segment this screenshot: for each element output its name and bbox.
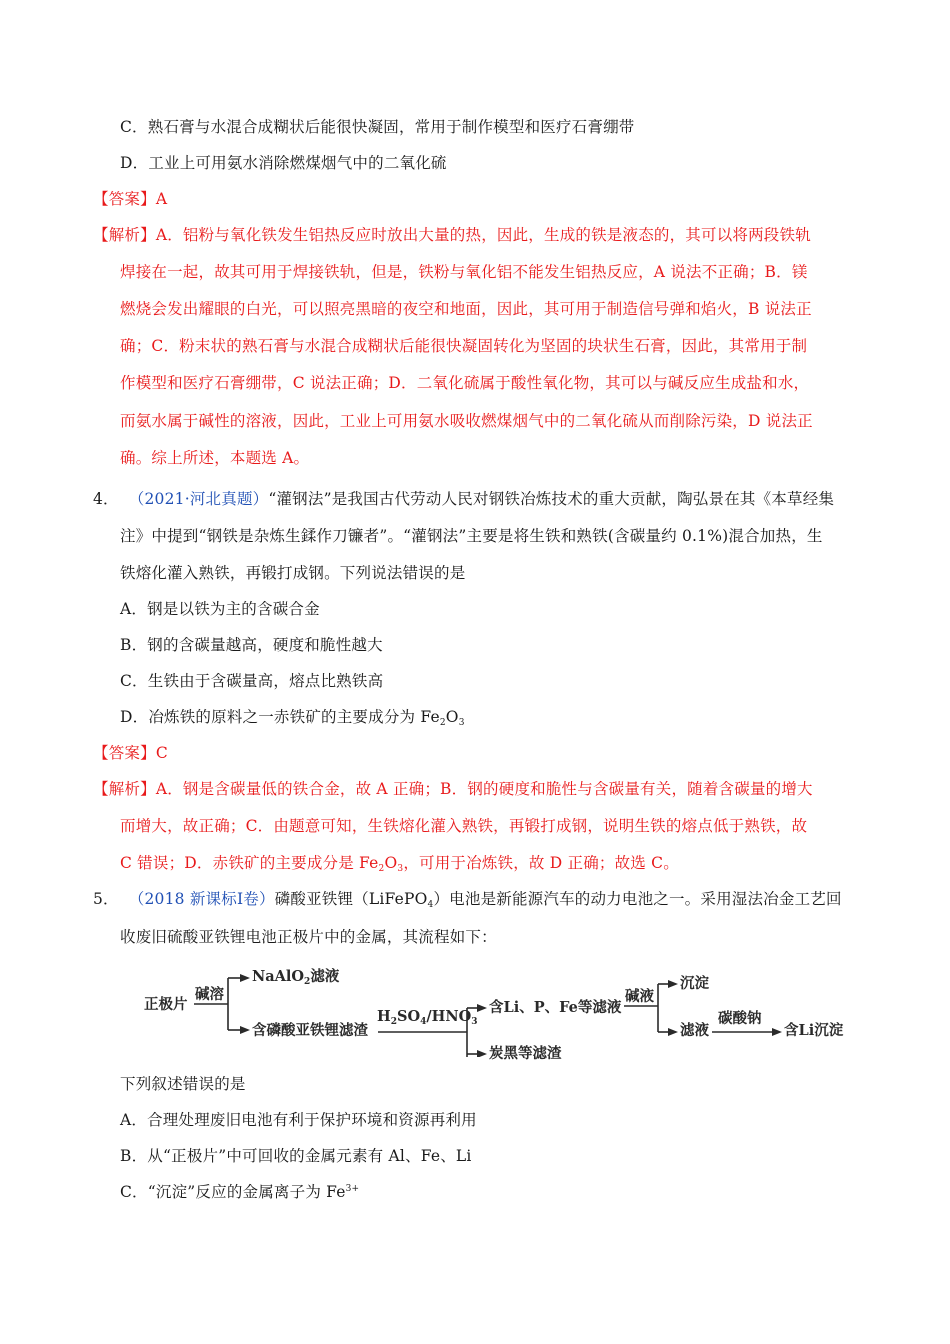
flow-reagent-2	[377, 1008, 478, 1026]
q4-analysis-line-1	[93, 779, 813, 799]
flow-branch2-top: 含Li、P、Fe等滤液	[489, 999, 622, 1016]
q3-analysis-line-6: 而氨水属于碱性的溶液，因此，工业上可用氨水吸收燃煤烟气中的二氧化硫从而削除污染，D 说法正	[120, 412, 813, 430]
q5-option-c	[120, 1182, 359, 1202]
analysis-tag: 【解析】	[93, 226, 156, 244]
q4-analysis-line-2: 而增大，故正确；C．由题意可知，生铁熔化灌入熟铁，再锻打成钢，说明生铁的熔点低于熟铁，故	[120, 817, 808, 835]
flow-reagent-4: 碳酸钠	[718, 1010, 762, 1027]
formula-part: O	[445, 708, 459, 726]
q3-option-d	[120, 153, 447, 173]
q3-analysis-line-5: 作模型和医疗石膏绷带，C 说法正确；D．二氧化硫属于酸性氧化物，其可以与碱反应生成盐和水，	[120, 374, 810, 392]
q5-question: 下列叙述错误的是	[120, 1075, 246, 1093]
subscript: 3	[471, 1017, 478, 1027]
question-number: 5．	[93, 890, 119, 908]
subscript: 4	[427, 900, 434, 910]
option-label: C．	[120, 672, 148, 690]
option-text: 合理处理废旧电池有利于保护环境和资源再利用	[147, 1111, 477, 1129]
option-text: 工业上可用氨水消除燃煤烟气中的二氧化硫	[148, 154, 447, 172]
option-text: 钢是以铁为主的含碳合金	[147, 600, 320, 618]
flow-branch3-bottom: 滤液	[680, 1022, 709, 1039]
q3-analysis-line-2: 焊接在一起，故其可用于焊接铁轨，但是，铁粉与氧化铝不能发生铝热反应，A 说法不正确；B．镁	[120, 263, 808, 281]
q3-option-c	[120, 117, 634, 137]
analysis-text: ，可用于冶炼铁，故 D 正确；故选 C。	[403, 854, 679, 872]
flow-reagent-1: 碱溶	[195, 986, 224, 1003]
q5-stem-line-1	[93, 889, 842, 909]
q4-option-b	[120, 635, 383, 655]
flow-reagent-3: 碱液	[625, 988, 654, 1005]
option-label: C．	[120, 1183, 148, 1201]
subscript: 3	[397, 864, 404, 874]
option-text: 从“正极片”中可回收的金属元素有 Al、Fe、Li	[147, 1147, 472, 1165]
process-flowchart	[140, 962, 860, 1062]
formula-part: SO	[396, 1008, 421, 1025]
option-text: 熟石膏与水混合成糊状后能很快凝固，常用于制作模型和医疗石膏绷带	[147, 118, 635, 136]
q5-stem-line-2: 收废旧硫酸亚铁锂电池正极片中的金属，其流程如下：	[120, 928, 497, 946]
q5-option-b	[120, 1146, 472, 1166]
subscript: 3	[458, 718, 465, 728]
q3-analysis-line-3: 燃烧会发出耀眼的白光，可以照亮黑暗的夜空和地面，因此，其可用于制造信号弹和焰火，B 说法正	[120, 300, 812, 318]
answer-value: C	[155, 744, 168, 762]
q3-analysis-line-4: 确；C．粉末状的熟石膏与水混合成糊状后能很快凝固转化为坚固的块状生石膏，因此，其常用于制	[120, 337, 808, 355]
q4-option-d	[120, 707, 465, 727]
option-text: “沉淀”反应的金属离子为 Fe	[147, 1183, 346, 1201]
question-source: （2021·河北真题）	[128, 490, 269, 508]
q4-option-a	[120, 599, 320, 619]
flow-text: 滤液	[310, 968, 340, 985]
formula-part: NaAlO	[252, 968, 305, 985]
answer-value: A	[155, 190, 168, 208]
subscript: 2	[378, 864, 385, 874]
option-text: 钢的含碳量越高，硬度和脆性越大	[147, 636, 383, 654]
option-label: B．	[120, 636, 148, 654]
analysis-text: C 错误；D．赤铁矿的主要成分是 Fe	[120, 854, 379, 872]
flow-final: 含Li沉淀	[784, 1022, 844, 1039]
option-label: A．	[120, 600, 148, 618]
option-text: 冶炼铁的原料之一赤铁矿的主要成分为 Fe	[148, 708, 440, 726]
answer-tag: 【答案】	[93, 744, 156, 762]
q4-stem-line-2: 注》中提到“钢铁是杂炼生鍒作刀镰者”。“灌钢法”主要是将生铁和熟铁(含碳量约 0.1%)混合加热，生	[120, 527, 823, 545]
subscript: 2	[390, 1017, 397, 1027]
q4-stem-line-1	[93, 489, 834, 509]
formula-part: O	[384, 854, 398, 872]
flow-branch3-top: 沉淀	[680, 975, 709, 992]
q4-stem-line-3: 铁熔化灌入熟铁，再锻打成钢。下列说法错误的是	[120, 564, 466, 582]
stem-text: “灌钢法”是我国古代劳动人民对钢铁冶炼技术的重大贡献，陶弘景在其《本草经集	[268, 490, 835, 508]
option-label: B．	[120, 1147, 148, 1165]
question-source: （2018 新课标Ⅰ卷）	[128, 890, 275, 908]
flow-branch2-bottom: 炭黑等滤渣	[489, 1045, 562, 1062]
option-text: 生铁由于含碳量高，熔点比熟铁高	[147, 672, 384, 690]
superscript: 3+	[345, 1184, 360, 1194]
flow-start: 正极片	[144, 996, 188, 1013]
question-number: 4．	[93, 490, 119, 508]
q4-option-c	[120, 671, 383, 691]
option-label: C．	[120, 118, 148, 136]
flow-branch1-bottom: 含磷酸亚铁锂滤渣	[252, 1022, 368, 1039]
stem-text: 磷酸亚铁锂（LiFePO	[274, 890, 428, 908]
subscript: 2	[439, 718, 446, 728]
option-label: A．	[120, 1111, 148, 1129]
flow-branch1-top	[252, 968, 339, 986]
q4-answer	[93, 743, 168, 763]
q3-analysis-line-1	[93, 225, 811, 245]
formula-part: H	[377, 1008, 391, 1025]
q4-analysis-line-3	[120, 853, 679, 873]
stem-text: ）电池是新能源汽车的动力电池之一。采用湿法冶金工艺回	[433, 890, 842, 908]
subscript: 2	[304, 977, 311, 987]
subscript: 4	[420, 1017, 427, 1027]
q3-analysis-line-7: 确。综上所述，本题选 A。	[120, 449, 310, 467]
option-label: D．	[120, 708, 149, 726]
q3-answer	[93, 189, 167, 209]
option-label: D．	[120, 154, 149, 172]
analysis-tag: 【解析】	[93, 780, 156, 798]
formula-part: /HNO	[426, 1008, 472, 1025]
analysis-text: A．钢是含碳量低的铁合金，故 A 正确；B．钢的硬度和脆性与含碳量有关，随着含碳量的增大	[155, 780, 813, 798]
analysis-text: A．铝粉与氧化铁发生铝热反应时放出大量的热，因此，生成的铁是液态的，其可以将两段铁轨	[155, 226, 811, 244]
answer-tag: 【答案】	[93, 190, 156, 208]
q5-option-a	[120, 1110, 477, 1130]
